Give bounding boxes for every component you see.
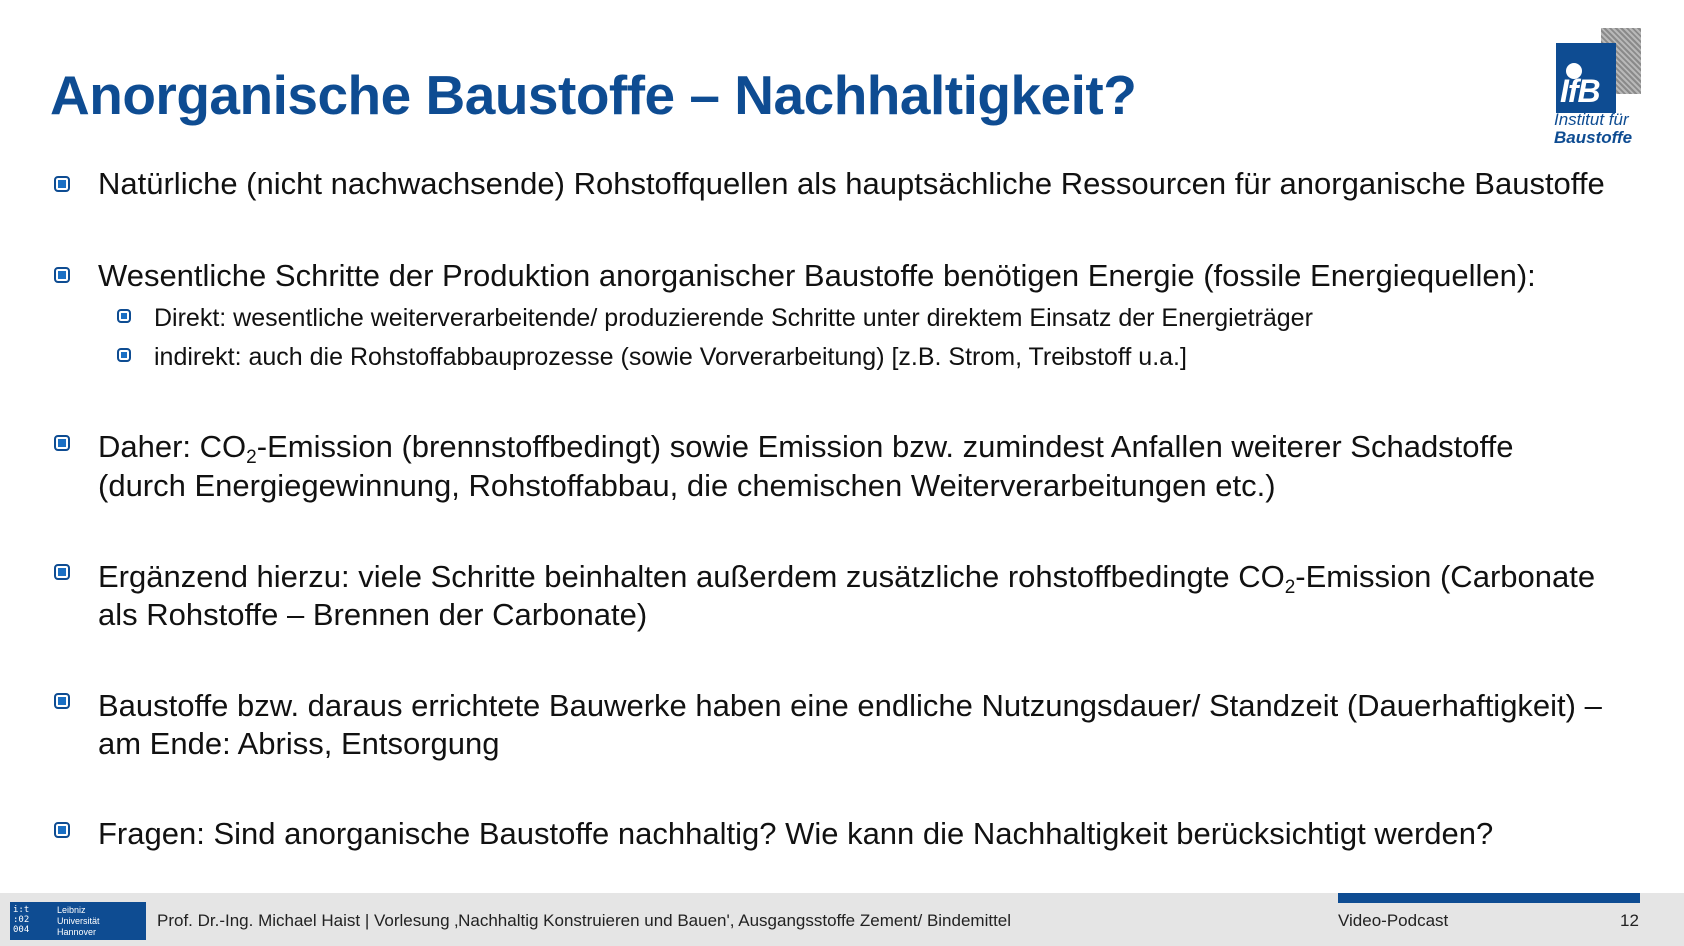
bullet-text: Baustoffe bzw. daraus errichtete Bauwerke haben eine endliche Nutzungsdauer/ Standzeit (Dauerhaftigkeit) – [98,688,1602,723]
logo-line1: Institut für [1554,110,1629,129]
bullet-icon [54,267,70,283]
footer-accent-bar [1338,893,1640,903]
bullet-text-continued: (durch Energiegewinnung, Rohstoffabbau, die chemischen Weiterverarbeitungen etc.) [98,468,1276,503]
bullet-icon [54,822,70,838]
bullet-text: Fragen: Sind anorganische Baustoffe nachhaltig? Wie kann die Nachhaltigkeit berücksichtigt werden? [98,816,1494,851]
luh-line1: Leibniz [57,905,86,915]
subscript: 2 [246,447,257,468]
bullet-text [98,428,1513,466]
sub-bullet-text: Direkt: wesentliche weiterverarbeitende/ produzierende Schritte unter direktem Einsatz der Energieträger [154,304,1313,332]
subscript: 2 [1284,577,1296,598]
footer-label: Video-Podcast [1338,911,1449,930]
bullet-icon [54,564,70,580]
sub-bullet-icon [117,309,131,323]
luh-grid-icon: i:t :02 004 [13,905,30,935]
bullet-text: Wesentliche Schritte der Produktion anorganischer Baustoffe benötigen Energie (fossile Energiequellen): [98,258,1536,293]
text-part: -Emission (brennstoffbedingt) sowie Emission bzw. zumindest Anfallen weiterer Schadstoffe [256,429,1514,464]
luh-line2: Universität [57,916,100,926]
luh-line3: Hannover [57,927,97,937]
text-part: Ergänzend hierzu: viele Schritte beinhalten außerdem zusätzliche rohstoffbedingte CO [98,559,1285,594]
bullet-text [98,558,1595,596]
ifb-logo [1551,28,1641,146]
sub-bullet-icon [117,348,131,362]
bullet-icon [54,435,70,451]
bullet-icon [54,693,70,709]
slide-title: Anorganische Baustoffe – Nachhaltigkeit? [50,64,1137,126]
footer-lecture: Prof. Dr.-Ing. Michael Haist | Vorlesung ‚Nachhaltig Konstruieren und Bauen', Ausgangsstoffe Zement/ Bindemittel [157,911,1012,930]
logo-letters: IfB [1560,73,1600,109]
bullet-text: Natürliche (nicht nachwachsende) Rohstoffquellen als hauptsächliche Ressourcen für anorganische Baustoffe [98,166,1605,201]
page-number: 12 [1620,911,1639,930]
bullet-text-continued: als Rohstoffe – Brennen der Carbonate) [98,597,648,632]
text-part: -Emission (Carbonate [1295,559,1596,594]
luh-logo [10,902,146,940]
text-part: Daher: CO [98,429,247,464]
sub-bullet-text: indirekt: auch die Rohstoffabbauprozesse (sowie Vorverarbeitung) [z.B. Strom, Treibstoff u.a.] [154,343,1187,371]
bullet-text-continued: am Ende: Abriss, Entsorgung [98,726,500,761]
logo-line2: Baustoffe [1554,128,1633,147]
luh-name [57,905,100,938]
bullet-icon [54,176,70,192]
